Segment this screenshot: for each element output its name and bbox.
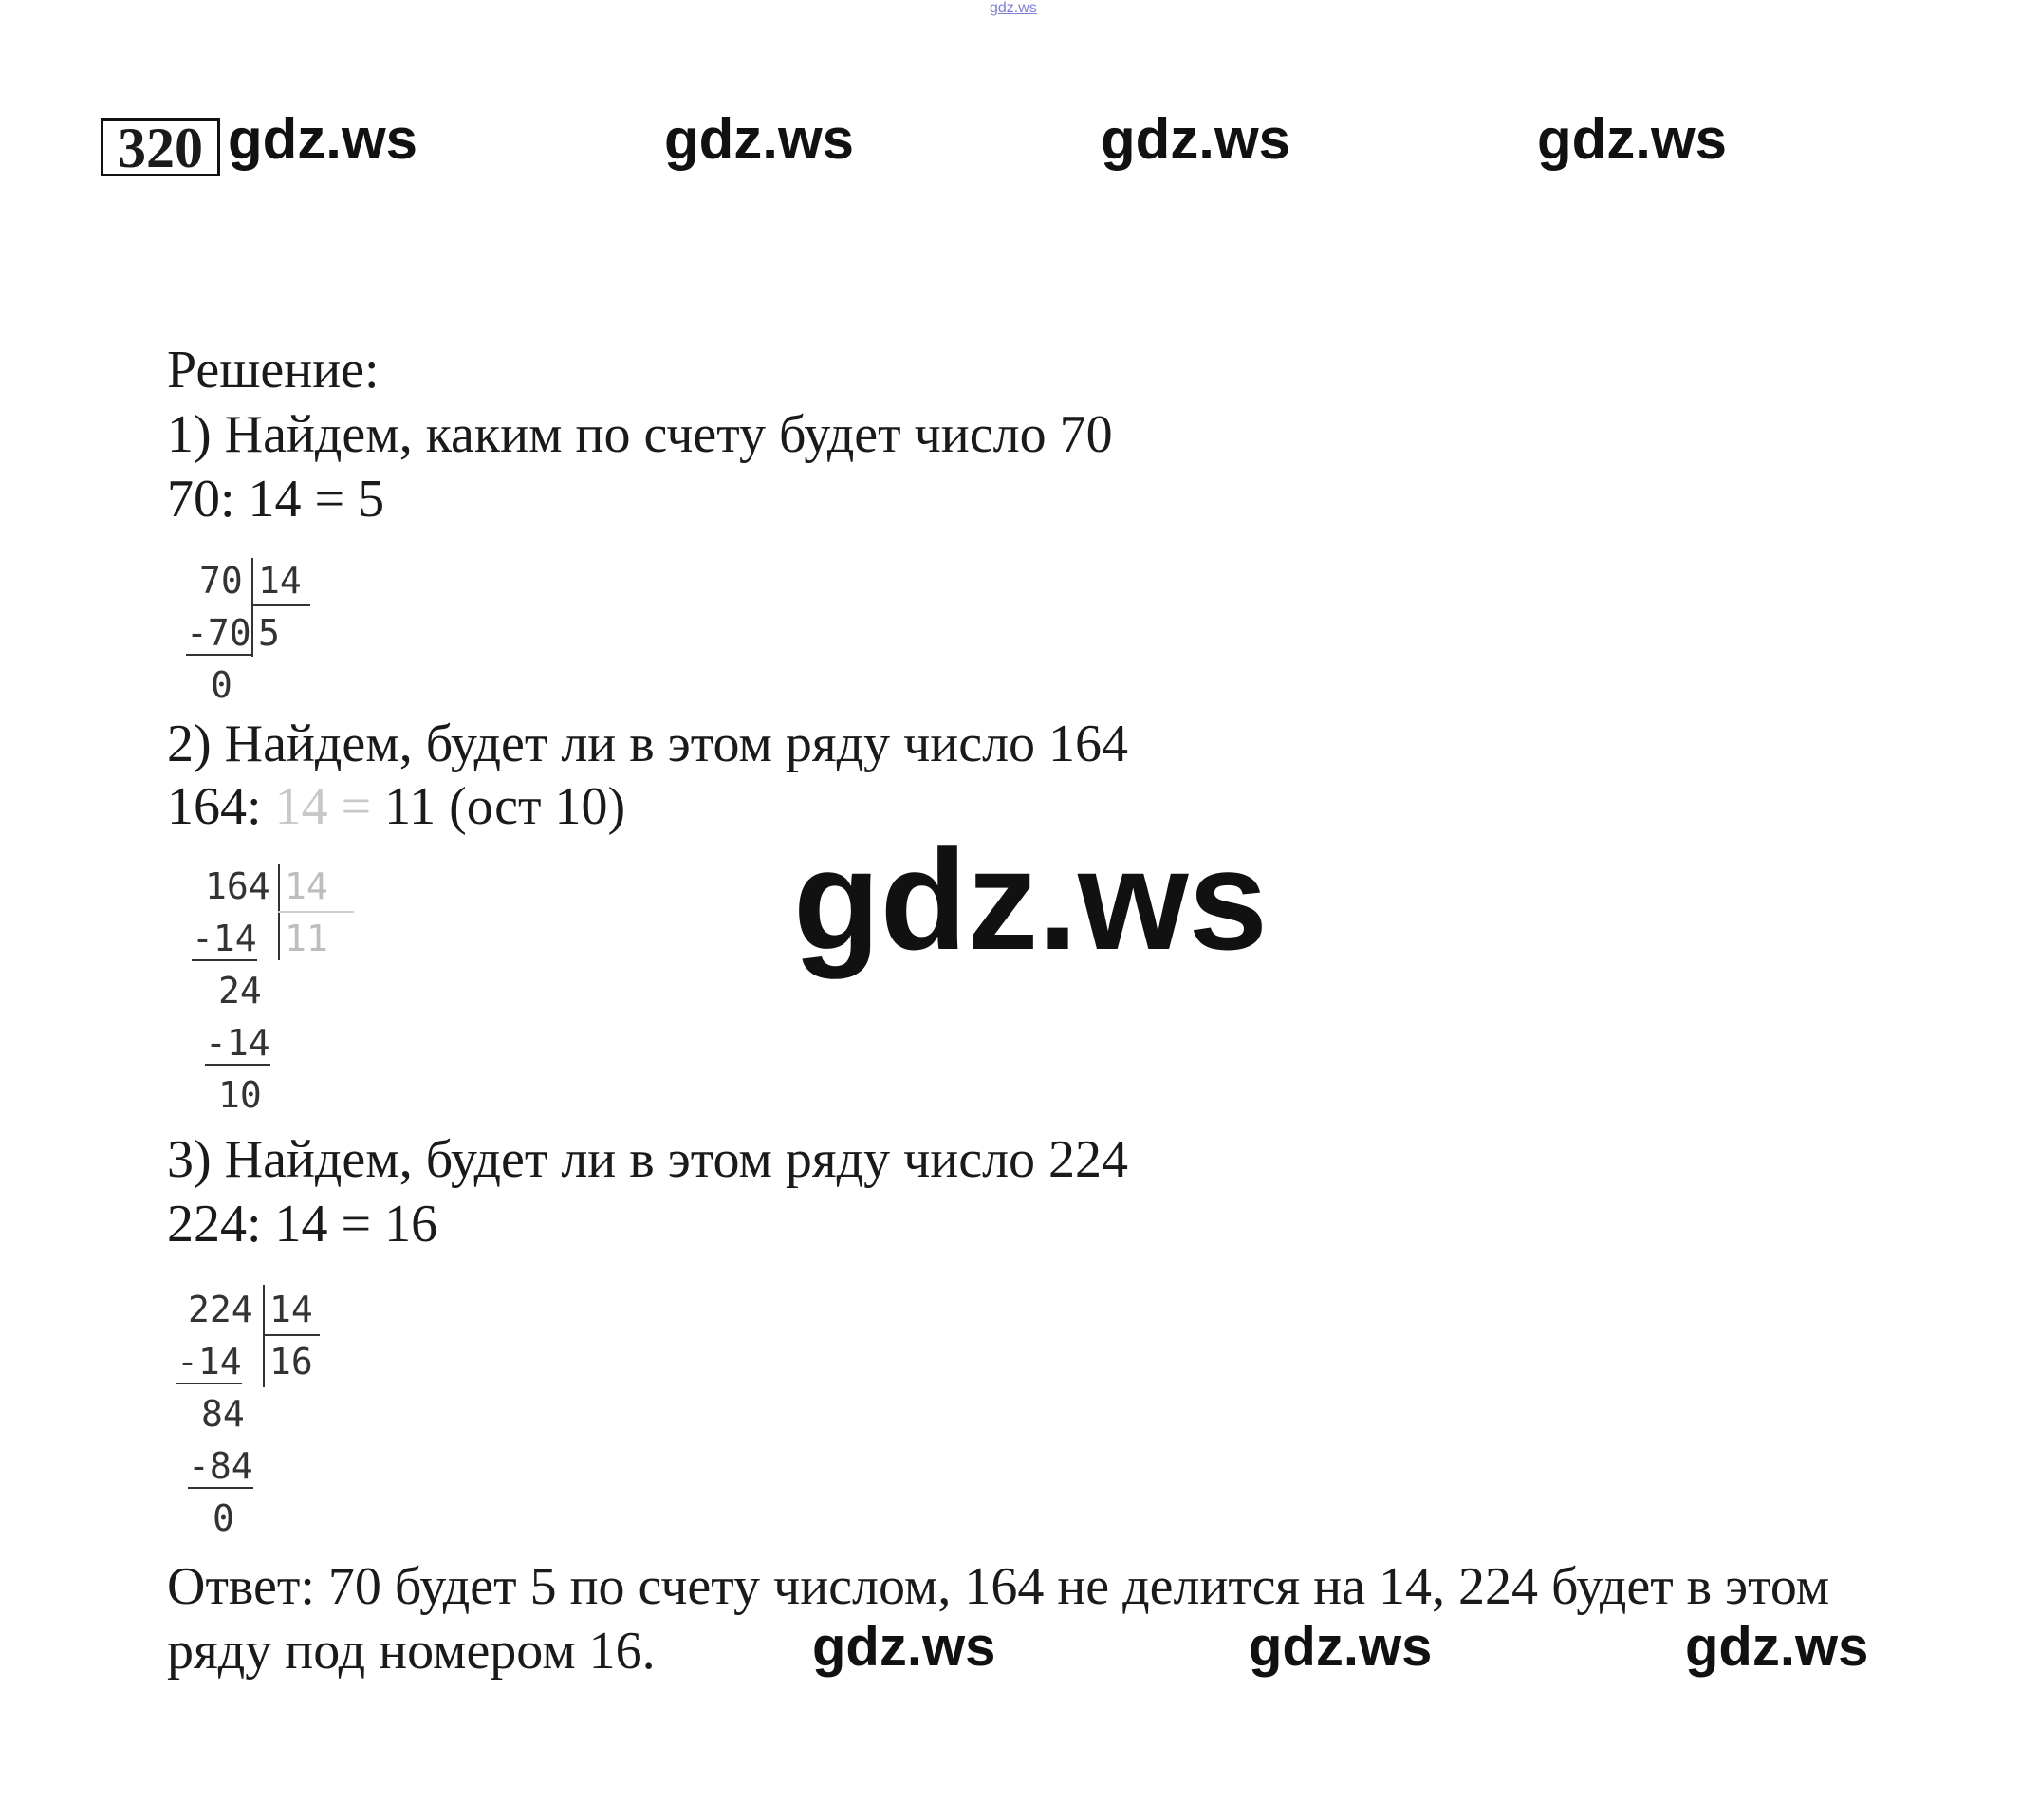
step2-dividend: 164 [205,865,270,907]
step3-equation: 224: 14 = 16 [167,1195,438,1254]
watermark-header-2: gdz.ws [664,107,855,171]
step1-text: 1) Найдем, каким по счету будет число 70 [167,405,1113,464]
watermark-footer-3: gdz.ws [1685,1616,1869,1678]
answer-line-2: ряду под номером 16. [167,1622,656,1681]
step1-remainder: 0 [211,664,232,706]
step2-divisor: 14 [285,865,328,907]
step1-divider-horizontal [251,604,310,606]
step2-subtract2: -14 [205,1022,270,1064]
step2-subtract1: -14 [192,918,257,959]
step3-divider-vertical [263,1285,265,1387]
step3-quotient: 16 [269,1341,313,1383]
watermark-header-1: gdz.ws [228,107,418,171]
step3-divisor: 14 [269,1289,313,1330]
step2-equation [167,776,625,837]
watermark-center: gdz.ws [793,820,1269,979]
step2-quotient: 11 [285,918,328,959]
step2-equation-part-a: 164: [167,777,275,836]
step3-divider-horizontal [263,1334,320,1336]
step1-dividend: 70 [199,560,243,602]
step3-subtract1: -14 [176,1341,242,1383]
solution-heading: Решение: [167,341,380,399]
step1-quotient: 5 [258,612,280,654]
step2-partial: 24 [218,970,262,1012]
step3-subtract2: -84 [188,1445,253,1487]
step1-divisor: 14 [258,560,302,602]
step1-divider-vertical [251,558,253,657]
step1-equation: 70: 14 = 5 [167,470,385,529]
step2-remainder: 10 [218,1074,262,1116]
step1-subtract: -70 [186,612,251,654]
step3-partial: 84 [201,1393,245,1435]
step2-text: 2) Найдем, будет ли в этом ряду число 164 [167,715,1129,773]
step3-dividend: 224 [188,1289,253,1330]
step2-equation-part-b: 14 = [274,777,385,836]
step3-remainder: 0 [213,1497,234,1539]
answer-line-1: Ответ: 70 будет 5 по счету числом, 164 не делится на 14, 224 будет в этом [167,1557,1830,1616]
step2-divider-horizontal [278,911,354,913]
watermark-header-3: gdz.ws [1101,107,1291,171]
watermark-footer-1: gdz.ws [812,1616,996,1678]
top-watermark-link: gdz.ws [990,0,1037,16]
step3-text: 3) Найдем, будет ли в этом ряду число 224 [167,1130,1129,1189]
step2-equation-part-c: 11 (ост 10) [384,777,626,836]
task-number-box: 320 [101,118,220,176]
watermark-header-4: gdz.ws [1537,107,1728,171]
watermark-footer-2: gdz.ws [1249,1616,1433,1678]
